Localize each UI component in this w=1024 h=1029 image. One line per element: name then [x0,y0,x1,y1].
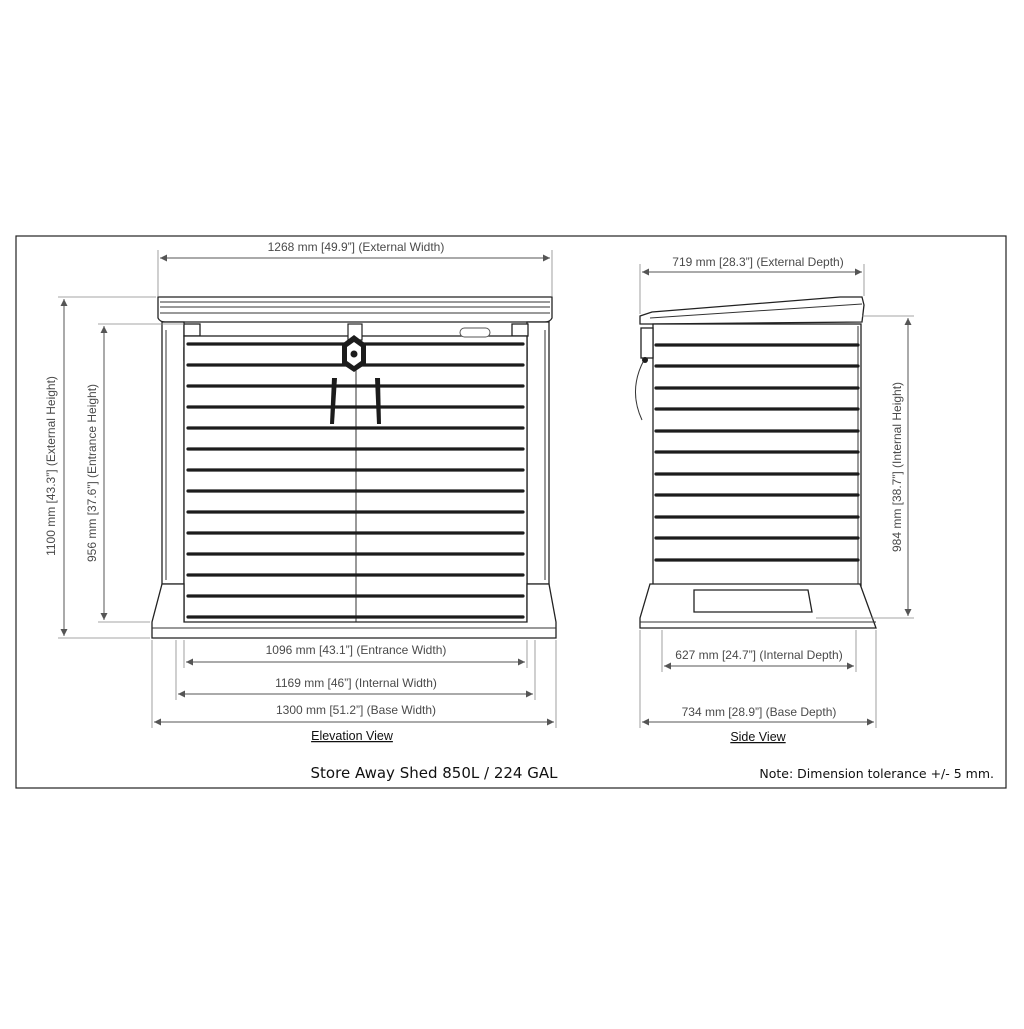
lock-icon [342,324,366,372]
dim-entrance-height: 956 mm [37.6”] (Entrance Height) [85,383,99,563]
elevation-left-panel [162,322,184,584]
dim-base-width: 1300 mm [51.2”] (Base Width) [275,703,437,717]
elevation-view [152,297,556,638]
side-body [653,324,861,586]
dim-external-width: 1268 mm [49.9”] (External Width) [267,240,445,254]
tolerance-note: Note: Dimension tolerance +/- 5 mm. [759,766,994,781]
drawing-title: Store Away Shed 850L / 224 GAL [310,764,558,782]
elevation-view-caption: Elevation View [311,729,393,743]
side-roof [640,297,864,324]
side-view [635,297,876,628]
dim-entrance-width: 1096 mm [43.1”] (Entrance Width) [265,643,447,657]
elevation-roof [158,297,552,322]
dim-external-depth: 719 mm [28.3”] (External Depth) [672,255,844,269]
dim-internal-height: 984 mm [38.7”] (Internal Height) [890,381,904,553]
elevation-right-panel [527,322,549,584]
dim-base-depth: 734 mm [28.9”] (Base Depth) [681,705,837,719]
brand-logo-plate [460,328,490,337]
dim-internal-depth: 627 mm [24.7”] (Internal Depth) [675,648,843,662]
dim-internal-width: 1169 mm [46”] (Internal Width) [275,676,437,690]
side-view-caption: Side View [730,730,786,744]
dim-external-height: 1100 mm [43.3”] (External Height) [44,376,58,556]
